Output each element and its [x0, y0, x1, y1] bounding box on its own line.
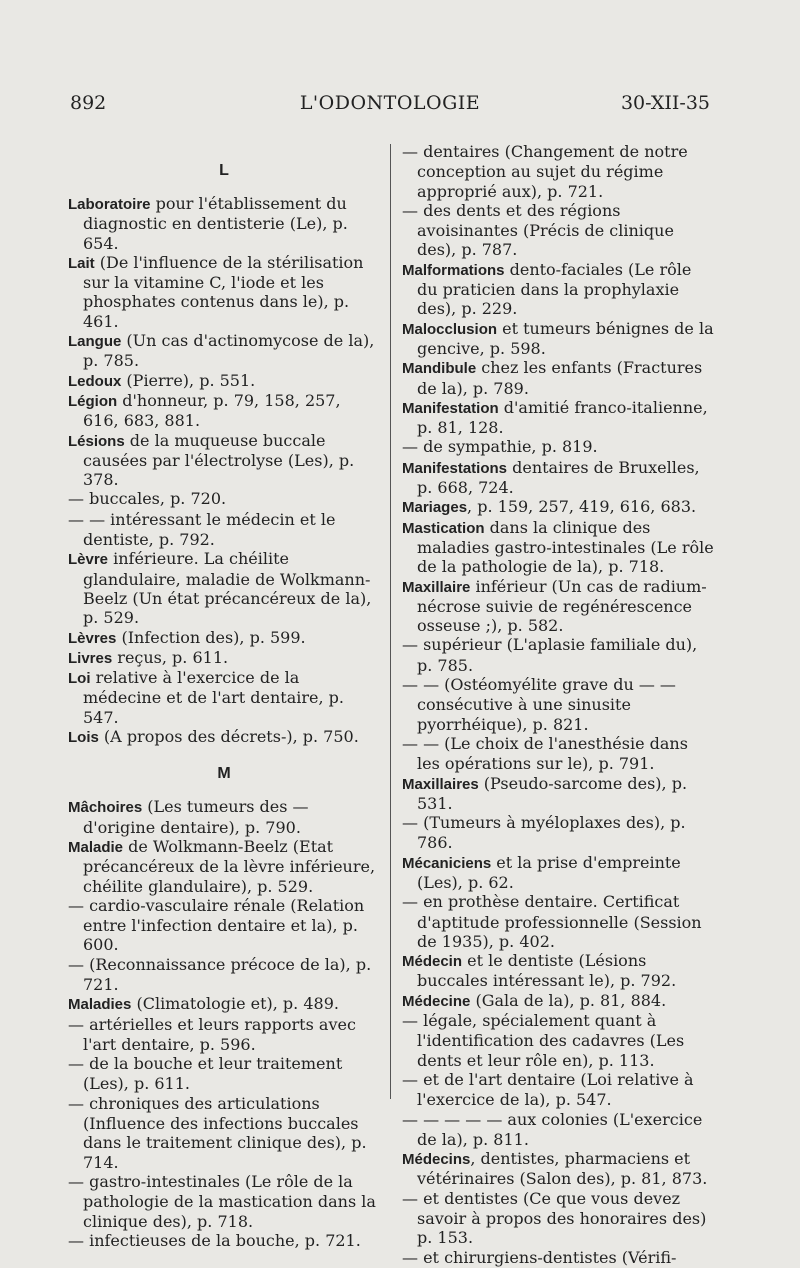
running-title: L'ODONTOLOGIE: [299, 92, 481, 114]
index-entry: [402, 201, 714, 260]
page-number: 892: [70, 92, 107, 114]
entry-text: (Les tumeurs des — d'origine dentaire), p. 790.: [83, 797, 309, 837]
entry-headword: Manifestation: [402, 399, 499, 417]
entry-headword: Langue: [68, 333, 122, 351]
entry-headword: Médecine: [402, 992, 471, 1010]
entry-text: (Climatologie et), p. 489.: [131, 994, 339, 1014]
section-letter-m: M: [217, 765, 231, 783]
index-entry: [402, 892, 714, 951]
entry-headword: Lait: [68, 254, 95, 272]
entry-text: — buccales, p. 720.: [68, 489, 227, 509]
entry-text: , dentistes, pharmaciens et vétérinaires (Salon des), p. 81, 873.: [417, 1149, 708, 1189]
entry-text: (Un cas d'actinomycose de la), p. 785.: [83, 331, 375, 371]
index-entry: [402, 991, 714, 1011]
index-entry: [402, 675, 714, 734]
index-entry: [68, 896, 380, 955]
entry-text: — et dentistes (Ce que vous devez savoir à propos des honoraires des) p. 153.: [402, 1188, 707, 1248]
index-column-right: [402, 142, 714, 1268]
index-entry: [402, 951, 714, 991]
entry-text: (De l'influence de la stérilisation sur la vitamine C, l'iode et les phosphates contenus dans le), p. 461.: [83, 252, 364, 331]
index-entry: [402, 1070, 714, 1110]
index-entry: [68, 549, 380, 627]
entry-headword: Lèvre: [68, 551, 109, 569]
index-entry: [402, 734, 714, 774]
entry-text: (Pierre), p. 551.: [121, 370, 256, 390]
entry-text: — et de l'art dentaire (Loi relative à l'exercice de la), p. 547.: [402, 1069, 694, 1110]
entry-text: — infectieuses de la bouche, p. 721.: [68, 1230, 361, 1250]
entry-text: et le dentiste (Lésions buccales intéressant le), p. 792.: [417, 951, 677, 991]
entry-headword: Loi: [68, 670, 91, 688]
index-entry: [68, 510, 380, 550]
index-entry: [68, 431, 380, 490]
index-entry: [68, 668, 380, 727]
entry-text: dans la clinique des maladies gastro-intestinales (Le rôle de la pathologie de la), p. 718.: [417, 517, 714, 577]
index-entry: [68, 1015, 380, 1055]
entry-headword: Maxillaire: [402, 578, 471, 596]
entry-text: pour l'établissement du diagnostic en dentisterie (Le), p. 654.: [83, 194, 348, 253]
entry-text: , p. 159, 257, 419, 616, 683.: [467, 497, 697, 517]
index-entry: [68, 391, 380, 431]
entry-text: — des dents et des régions avoisinantes (Précis de clinique des), p. 787.: [402, 200, 674, 260]
index-entry: [402, 1149, 714, 1189]
index-entry: [68, 955, 380, 995]
entry-text: (A propos des décrets-), p. 750.: [98, 727, 359, 747]
section-letter-l: L: [219, 162, 229, 179]
entry-headword: Mastication: [402, 519, 485, 537]
entry-headword: Lois: [68, 729, 99, 747]
entry-text: — — (Le choix de l'anesthésie dans les opérations sur le), p. 791.: [402, 733, 688, 774]
entry-text: — de la bouche et leur traitement (Les), p. 611.: [68, 1054, 343, 1094]
index-entry: [68, 194, 380, 253]
entry-headword: Maladie: [68, 838, 124, 856]
entry-text: — cardio-vasculaire rénale (Relation entre l'infection dentaire et la), p. 600.: [68, 895, 365, 955]
index-entry: [68, 1054, 380, 1094]
entry-text: — (Tumeurs à myéloplaxes des), p. 786.: [402, 813, 686, 853]
index-entry: [68, 797, 380, 837]
entry-headword: Malocclusion: [402, 320, 498, 338]
index-entry: [402, 398, 714, 438]
index-entry: [402, 142, 714, 201]
running-header: [70, 92, 710, 118]
entry-text: — supérieur (L'aplasie familiale du), p. 785.: [402, 635, 698, 675]
entry-text: inférieure. La chéilite glandulaire, maladie de Wolkmann-Beelz (Un état précancéreux de la), p. 529.: [83, 549, 372, 628]
entry-headword: Lèvres: [68, 629, 117, 647]
index-entry: [402, 1110, 714, 1150]
entry-text: — dentaires (Changement de notre conception au sujet du régime approprié aux), p. 721.: [402, 142, 688, 201]
entry-text: de Wolkmann-Beelz (Etat précancéreux de la lèvre inférieure, chéilite glandulaire), p. 529.: [83, 836, 376, 896]
entry-text: — en prothèse dentaire. Certificat d'aptitude professionnelle (Session de 1935), p. 402.: [402, 892, 702, 951]
entry-text: (Pseudo-sarcome des), p. 531.: [417, 773, 688, 813]
entry-headword: Médecin: [402, 953, 463, 971]
index-entry: [402, 1189, 714, 1248]
entry-headword: Laboratoire: [68, 196, 151, 213]
entry-text: de la muqueuse buccale causées par l'électrolyse (Les), p. 378.: [83, 430, 355, 490]
index-entry: [402, 774, 714, 814]
issue-date: 30-XII-35: [620, 92, 710, 114]
entry-headword: Mécaniciens: [402, 854, 492, 872]
index-entry: [402, 437, 714, 457]
entry-headword: Ledoux: [68, 372, 122, 390]
entry-headword: Mâchoires: [68, 799, 143, 817]
entry-text: — — (Ostéomyélite grave du — — consécutive à une sinusite pyorrhéique), p. 821.: [402, 675, 676, 734]
entry-headword: Malformations: [402, 261, 505, 279]
index-entry: [402, 1248, 714, 1268]
index-entry: [68, 331, 380, 371]
entry-text: — artérielles et leurs rapports avec l'art dentaire, p. 596.: [68, 1014, 356, 1054]
index-entry: [68, 648, 380, 668]
index-entry: [68, 1231, 380, 1251]
entry-headword: Maxillaires: [402, 775, 479, 793]
entry-text: — — — — — aux colonies (L'exercice de la), p. 811.: [402, 1109, 703, 1149]
index-entry: [68, 628, 380, 648]
entry-text: — chroniques des articulations (Influence des infections buccales dans le traitement clinique des), p. 714.: [68, 1093, 367, 1172]
index-entry: [402, 853, 714, 893]
entry-text: dento-faciales (Le rôle du praticien dans la prophylaxie des), p. 229.: [417, 259, 692, 319]
index-entry: [402, 497, 714, 517]
index-entry: [68, 489, 380, 509]
entry-text: — — intéressant le médecin et le dentiste, p. 792.: [68, 509, 336, 550]
index-entry: [402, 1011, 714, 1070]
index-entry: [68, 1094, 380, 1172]
entry-text: (Infection des), p. 599.: [116, 627, 306, 647]
entry-headword: Lésions: [68, 432, 125, 450]
column-divider: [390, 144, 391, 1099]
entry-text: et tumeurs bénignes de la gencive, p. 598.: [417, 318, 714, 358]
entry-headword: Maladies: [68, 996, 132, 1014]
entry-headword: Légion: [68, 392, 118, 410]
index-entry: [402, 358, 714, 398]
index-entry: [402, 319, 714, 359]
index-entry: [68, 253, 380, 331]
index-entry: [68, 1172, 380, 1231]
entry-text: — légale, spécialement quant à l'identification des cadavres (Les dents et leur rôle en), p. 113.: [402, 1011, 685, 1070]
index-entry: [402, 260, 714, 319]
entry-text: — et chirurgiens-dentistes (Vérifi-: [402, 1247, 677, 1267]
index-entry: [68, 837, 380, 896]
entry-text: et la prise d'empreinte (Les), p. 62.: [417, 852, 681, 892]
entry-headword: Livres: [68, 649, 113, 667]
index-entry: [402, 813, 714, 853]
entry-text: dentaires de Bruxelles, p. 668, 724.: [417, 457, 700, 498]
entry-headword: Médecins: [402, 1151, 471, 1169]
entry-text: chez les enfants (Fractures de la), p. 789.: [417, 358, 703, 398]
index-column-left: [68, 142, 380, 1251]
entry-headword: Mariages: [402, 499, 468, 517]
index-entry: [402, 577, 714, 636]
index-entry: [68, 994, 380, 1014]
index-entry: [402, 518, 714, 577]
index-entry: [402, 635, 714, 675]
entry-text: reçus, p. 611.: [112, 647, 229, 667]
entry-text: d'amitié franco-italienne, p. 81, 128.: [417, 397, 708, 438]
entry-text: (Gala de la), p. 81, 884.: [470, 990, 667, 1010]
entry-headword: Manifestations: [402, 459, 508, 477]
entry-text: d'honneur, p. 79, 158, 257, 616, 683, 881.: [83, 390, 341, 431]
entry-text: relative à l'exercice de la médecine et de l'art dentaire, p. 547.: [83, 668, 345, 727]
entry-text: — gastro-intestinales (Le rôle de la pathologie de la mastication dans la clinique des), p. 718.: [68, 1171, 376, 1231]
entry-text: — de sympathie, p. 819.: [402, 437, 598, 457]
index-entry: [68, 371, 380, 391]
index-entry: [68, 727, 380, 747]
entry-text: — (Reconnaissance précoce de la), p. 721.: [68, 954, 372, 994]
entry-text: inférieur (Un cas de radium-nécrose suivie de regénérescence osseuse ;), p. 582.: [417, 576, 707, 636]
entry-headword: Mandibule: [402, 360, 477, 378]
index-entry: [402, 458, 714, 498]
